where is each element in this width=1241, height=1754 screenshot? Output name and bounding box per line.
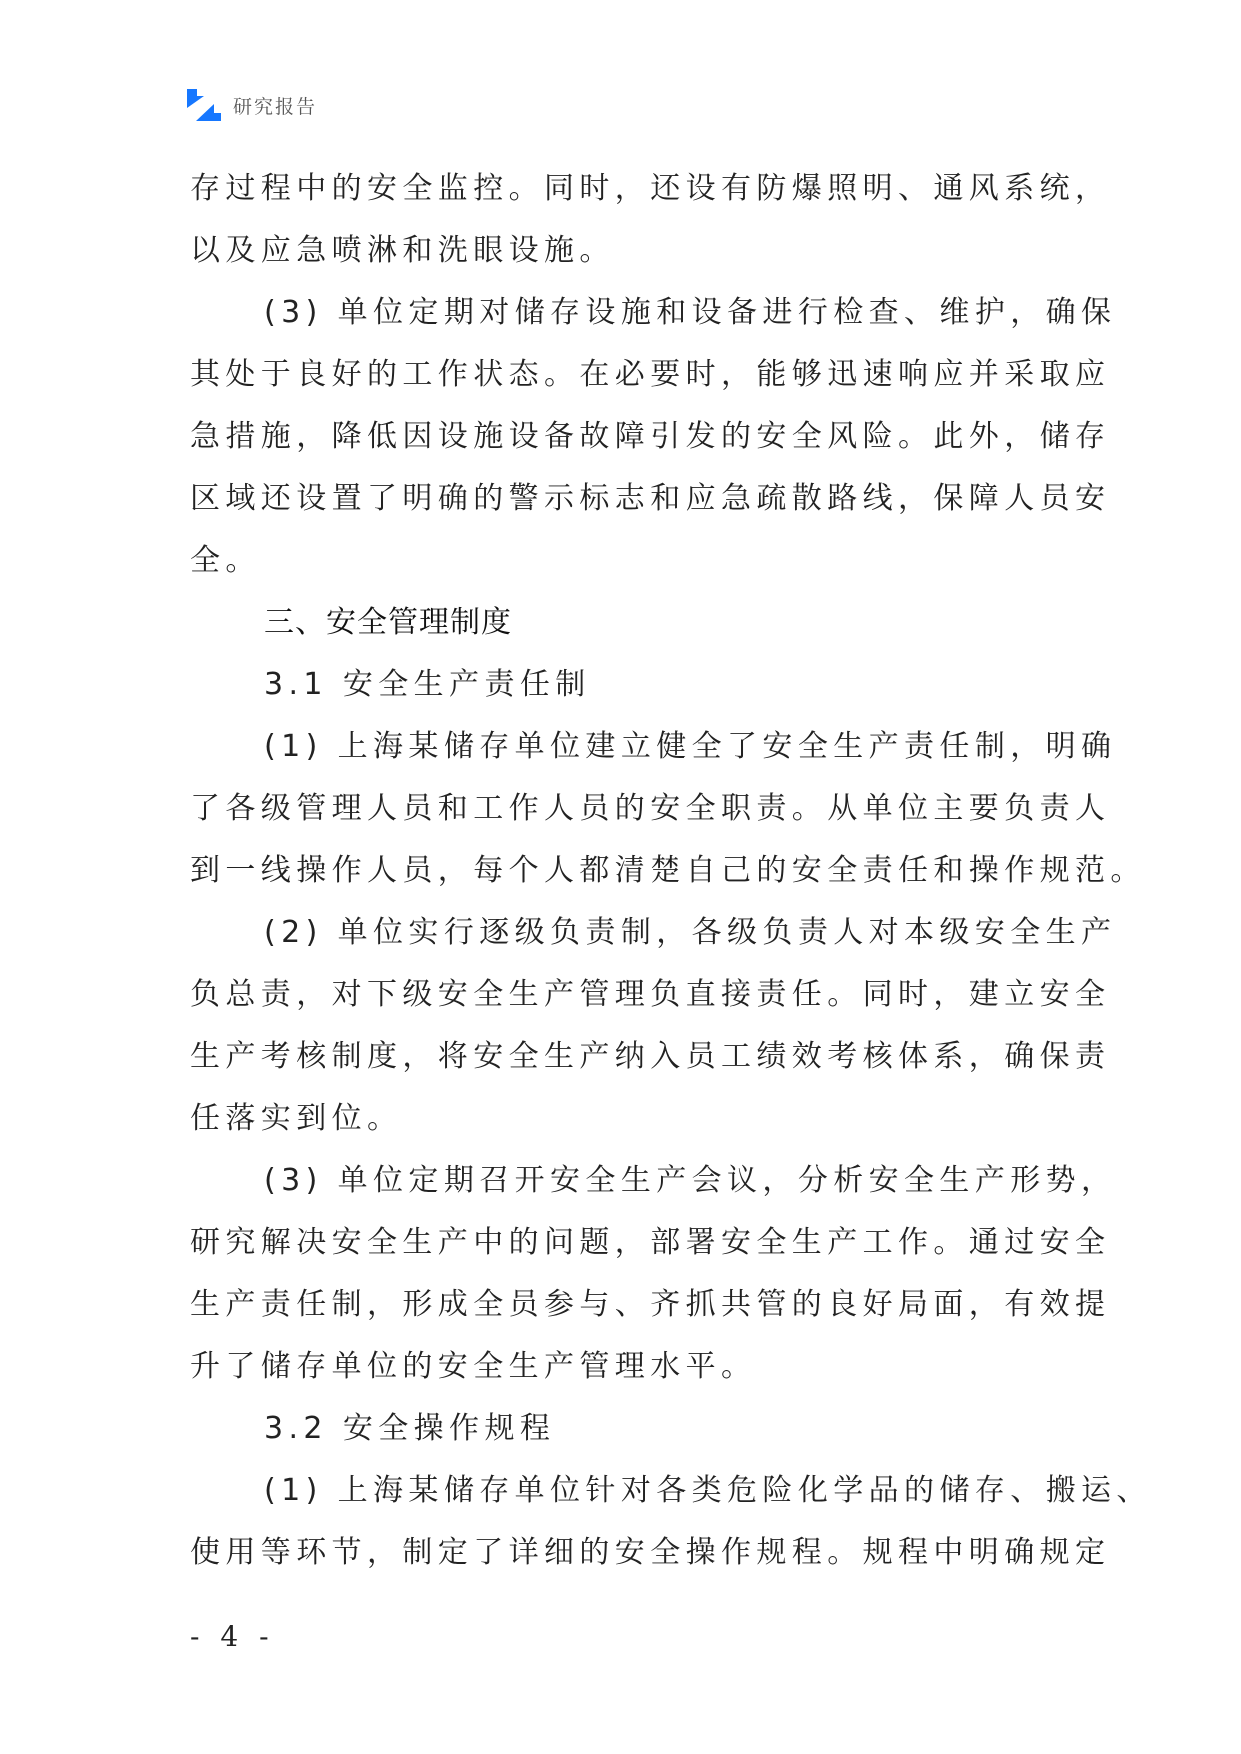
subsection-heading: 3.1 安全生产责任制	[264, 667, 591, 702]
text-line: 生产责任制，形成全员参与、齐抓共管的良好局面，有效提	[190, 1287, 1111, 1322]
page-number: - 4 -	[190, 1620, 275, 1653]
text-line: 全。	[190, 543, 261, 578]
text-line: 急措施，降低因设施设备故障引发的安全风险。此外，储存	[190, 419, 1111, 454]
arrow-logo-icon	[187, 89, 221, 121]
text-line: 了各级管理人员和工作人员的安全职责。从单位主要负责人	[190, 791, 1111, 826]
text-line: 以及应急喷淋和洗眼设施。	[190, 233, 615, 268]
section-heading: 三、安全管理制度	[264, 605, 512, 640]
text-line: 使用等环节，制定了详细的安全操作规程。规程中明确规定	[190, 1535, 1111, 1570]
text-line: 任落实到位。	[190, 1101, 403, 1136]
text-line: 生产考核制度，将安全生产纳入员工绩效考核体系，确保责	[190, 1039, 1111, 1074]
header-title: 研究报告	[233, 95, 318, 118]
text-line: 其处于良好的工作状态。在必要时，能够迅速响应并采取应	[190, 357, 1111, 392]
paragraph-start: (3) 单位定期召开安全生产会议，分析安全生产形势，	[264, 1163, 1117, 1198]
text-line: 存过程中的安全监控。同时，还设有防爆照明、通风系统，	[190, 171, 1111, 206]
text-line: 到一线操作人员，每个人都清楚自己的安全责任和操作规范。	[190, 853, 1146, 888]
text-line: 研究解决安全生产中的问题，部署安全生产工作。通过安全	[190, 1225, 1111, 1260]
paragraph-start: (3) 单位定期对储存设施和设备进行检查、维护，确保	[264, 295, 1117, 330]
paragraph-start: (1) 上海某储存单位针对各类危险化学品的储存、搬运、	[264, 1473, 1152, 1508]
text-line: 区域还设置了明确的警示标志和应急疏散路线，保障人员安	[190, 481, 1111, 516]
paragraph-start: (2) 单位实行逐级负责制，各级负责人对本级安全生产	[264, 915, 1117, 950]
subsection-heading: 3.2 安全操作规程	[264, 1411, 556, 1446]
paragraph-start: (1) 上海某储存单位建立健全了安全生产责任制，明确	[264, 729, 1117, 764]
text-line: 负总责，对下级安全生产管理负直接责任。同时，建立安全	[190, 977, 1111, 1012]
document-body	[190, 158, 1152, 1584]
document-header	[187, 88, 317, 122]
text-line: 升了储存单位的安全生产管理水平。	[190, 1349, 757, 1384]
